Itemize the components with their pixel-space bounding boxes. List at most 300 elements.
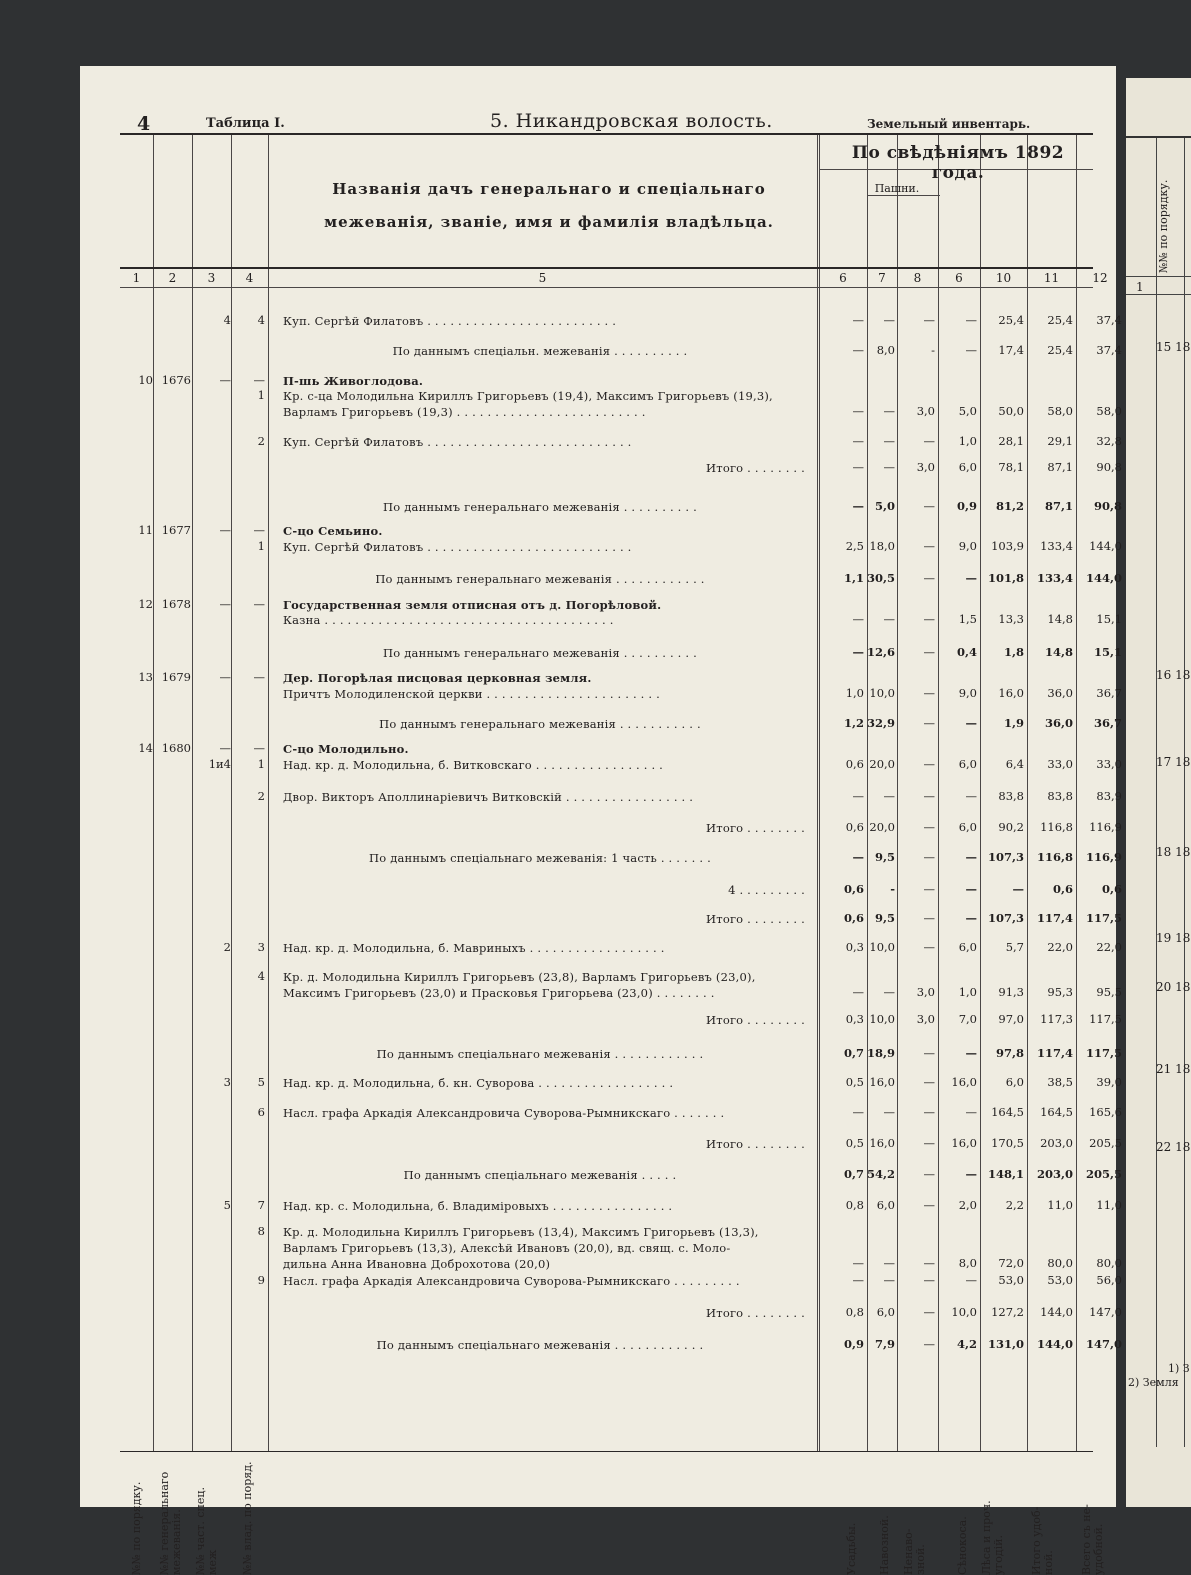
value-cell: — — [923, 1046, 935, 1060]
value-cell: 33,0 — [1096, 757, 1122, 771]
value-cell: — — [923, 612, 935, 626]
value-cell: 116,9 — [1085, 850, 1122, 864]
land-inventory-table — [120, 133, 1122, 1575]
cell-c2: 1680 — [161, 741, 191, 755]
value-cell: — — [1012, 882, 1024, 896]
value-cell: 9,0 — [958, 539, 977, 553]
value-cell: 90,8 — [1093, 499, 1122, 513]
value-cell: 164,5 — [1040, 1105, 1073, 1119]
names-column-title: Названія дачъ генеральнаго и спеціальнаго межеванія, званіе, имя и фамилія владѣльца. — [324, 180, 774, 231]
value-cell: — — [965, 1046, 977, 1060]
value-cell: 6,0 — [876, 1198, 895, 1212]
value-cell: 107,3 — [987, 911, 1024, 925]
value-cell: 39,0 — [1096, 1075, 1122, 1089]
value-cell: 0,6 — [845, 820, 864, 834]
owner-name: Итого . . . . . . . . — [706, 1306, 805, 1320]
value-cell: 116,8 — [1036, 850, 1073, 864]
value-cell: 4,2 — [956, 1337, 977, 1351]
col-header-special-survey: №№ част. спец. меж — [194, 1487, 219, 1575]
cell-c4: 1 — [257, 757, 265, 771]
value-cell: 117,5 — [1085, 911, 1122, 925]
adjacent-row-number: 21 18 — [1156, 1062, 1191, 1076]
col-header-navoznoi: Навозной. — [878, 1515, 891, 1575]
value-cell: 144,0 — [1089, 539, 1122, 553]
cell-c4: 2 — [257, 434, 265, 448]
value-cell: — — [923, 850, 935, 864]
value-cell: 0,6 — [845, 757, 864, 771]
value-cell: — — [965, 789, 977, 803]
value-cell: 91,3 — [998, 985, 1024, 999]
value-cell: 9,5 — [874, 850, 895, 864]
value-cell: 20,0 — [869, 820, 895, 834]
adjacent-col-header: №№ по порядку. — [1157, 179, 1170, 273]
value-cell: 37,4 — [1096, 313, 1122, 327]
value-cell: — — [965, 850, 977, 864]
col-header-nenavoznoi: Ненаво-зной. — [902, 1528, 927, 1575]
cell-c4: — — [253, 597, 265, 611]
arable-group-label: Пашни. — [874, 182, 920, 195]
value-cell: 131,0 — [987, 1337, 1024, 1351]
value-cell: 6,0 — [876, 1305, 895, 1319]
value-cell: — — [883, 313, 895, 327]
value-cell: 36,0 — [1044, 716, 1073, 730]
adjacent-row-number: 17 18 — [1156, 755, 1191, 769]
owner-name: Причтъ Молодиленской церкви . . . . . . . . . . . . . . . . . . . . . . . — [283, 687, 660, 701]
cell-c1: 13 — [138, 670, 153, 684]
value-cell: 22,0 — [1047, 940, 1073, 954]
cell-c2: 1678 — [161, 597, 191, 611]
owner-name: Кр. с-ца Молодильна Кириллъ Григорьевъ (19,4), Максимъ Григорьевъ (19,3), Варламъ Григорьевъ (19,3) . . . . . . . . . . . . . . . . . . . . . . . . . — [283, 389, 773, 419]
value-cell: 8,0 — [958, 1256, 977, 1270]
value-cell: — — [923, 757, 935, 771]
value-cell: 6,4 — [1005, 757, 1024, 771]
value-cell: 2,5 — [845, 539, 864, 553]
value-cell: 133,4 — [1040, 539, 1073, 553]
period-title: По свѣдѣніямъ 1892 года. — [851, 143, 1065, 183]
value-cell: 90,8 — [1096, 460, 1122, 474]
value-cell: — — [852, 1105, 864, 1119]
value-cell: 0,9 — [843, 1337, 864, 1351]
value-cell: 116,8 — [1040, 820, 1073, 834]
owner-name: Кр. д. Молодильна Кириллъ Григорьевъ (13,4), Максимъ Григорьевъ (13,3), Варламъ Григорьевъ (13,3), Алексѣй Ивановъ (20,0), вд. свящ. с. Моло- дильна Анна Ивановна Доброхотова (20,0) — [283, 1225, 759, 1271]
value-cell: — — [923, 1167, 935, 1181]
value-cell: 1,0 — [958, 985, 977, 999]
value-cell: 0,6 — [843, 882, 864, 896]
cell-c2: 1676 — [161, 373, 191, 387]
cell-c1: 12 — [138, 597, 153, 611]
col-header-itogo-udob: Итого удоб-ной. — [1030, 1506, 1055, 1575]
value-cell: — — [965, 911, 977, 925]
cell-c4: 4 — [257, 313, 265, 327]
adjacent-footnote-2: 2) Земля — [1128, 1376, 1179, 1389]
value-cell: 5,0 — [874, 499, 895, 513]
owner-name: По даннымъ спеціальнаго межеванія . . . . . — [403, 1168, 677, 1182]
value-cell: 147,0 — [1089, 1305, 1122, 1319]
owner-name: По даннымъ генеральнаго межеванія . . . . . . . . . . . . — [375, 572, 705, 586]
value-cell: 5,0 — [958, 404, 977, 418]
value-cell: — — [923, 686, 935, 700]
value-cell: 117,4 — [1036, 1046, 1073, 1060]
value-cell: 83,8 — [1047, 789, 1073, 803]
value-cell: 22,0 — [1096, 940, 1122, 954]
value-cell: — — [965, 571, 977, 585]
cell-c4: — — [253, 741, 265, 755]
value-cell: — — [883, 789, 895, 803]
value-cell: — — [965, 1105, 977, 1119]
value-cell: — — [923, 1337, 935, 1351]
col-header-vsego: Всего съ не-удобной. — [1080, 1504, 1105, 1575]
col-header-senokosa: Сѣнокоса. — [956, 1516, 969, 1575]
value-cell: 11,0 — [1047, 1198, 1073, 1212]
value-cell: 164,5 — [991, 1105, 1024, 1119]
adjacent-row-number: 18 18 — [1156, 845, 1191, 859]
owner-name: Двор. Викторъ Аполлинаріевичъ Витковскій . . . . . . . . . . . . . . . . . — [283, 790, 694, 804]
table-label: Таблица I. — [206, 116, 285, 131]
value-cell: 0,7 — [843, 1167, 864, 1181]
value-cell: - — [931, 343, 935, 357]
value-cell: 14,8 — [1047, 612, 1073, 626]
value-cell: — — [923, 1075, 935, 1089]
value-cell: 1,8 — [1003, 645, 1024, 659]
value-cell: 101,8 — [987, 571, 1024, 585]
value-cell: 25,4 — [998, 313, 1024, 327]
value-cell: 11,0 — [1096, 1198, 1122, 1212]
value-cell: 1,1 — [843, 571, 864, 585]
value-cell: 83,8 — [998, 789, 1024, 803]
column-number: 1 — [132, 271, 141, 285]
value-cell: 53,0 — [1047, 1273, 1073, 1287]
value-cell: 203,0 — [1040, 1136, 1073, 1150]
value-cell: 0,8 — [845, 1305, 864, 1319]
value-cell: — — [965, 716, 977, 730]
value-cell: 81,2 — [995, 499, 1024, 513]
value-cell: 6,0 — [958, 460, 977, 474]
value-cell: 6,0 — [958, 940, 977, 954]
owner-name: По даннымъ спеціальнаго межеванія . . . . . . . . . . . . — [376, 1047, 704, 1061]
value-cell: 6,0 — [958, 757, 977, 771]
value-cell: — — [852, 434, 864, 448]
cell-c3: — — [219, 373, 231, 387]
value-cell: — — [923, 716, 935, 730]
value-cell: — — [883, 1105, 895, 1119]
value-cell: 0,7 — [843, 1046, 864, 1060]
adjacent-row-number: 15 18 — [1156, 340, 1191, 354]
value-cell: 144,0 — [1085, 571, 1122, 585]
cell-c2: 1679 — [161, 670, 191, 684]
owner-name: Над. кр. с. Молодильна, б. Владиміровыхъ . . . . . . . . . . . . . . . . — [283, 1199, 673, 1213]
value-cell: 117,5 — [1089, 1012, 1122, 1026]
adjacent-row-number: 22 18 — [1156, 1140, 1191, 1154]
value-cell: 0,9 — [956, 499, 977, 513]
owner-name: По даннымъ спеціальнаго межеванія . . . . . . . . . . . . — [376, 1338, 704, 1352]
cell-c4: 8 — [257, 1224, 265, 1238]
owner-name: Итого . . . . . . . . — [706, 912, 805, 926]
value-cell: 8,0 — [876, 343, 895, 357]
owner-name: Итого . . . . . . . . — [706, 821, 805, 835]
value-cell: — — [965, 1167, 977, 1181]
column-number: 5 — [538, 271, 547, 285]
value-cell: — — [883, 460, 895, 474]
value-cell: — — [923, 882, 935, 896]
value-cell: 116,9 — [1089, 820, 1122, 834]
column-number: 11 — [1043, 271, 1060, 285]
value-cell: 3,0 — [916, 985, 935, 999]
value-cell: 6,0 — [958, 820, 977, 834]
column-number: 2 — [168, 271, 177, 285]
value-cell: — — [965, 1273, 977, 1287]
value-cell: 1,0 — [958, 434, 977, 448]
value-cell: 36,0 — [1047, 686, 1073, 700]
column-number: 6 — [955, 271, 963, 285]
value-cell: 205,5 — [1085, 1167, 1122, 1181]
value-cell: — — [923, 1256, 935, 1270]
owner-name: С-цо Семьино. — [283, 524, 383, 538]
value-cell: 6,0 — [1005, 1075, 1024, 1089]
value-cell: — — [852, 1256, 864, 1270]
value-cell: — — [923, 539, 935, 553]
value-cell: 133,4 — [1036, 571, 1073, 585]
value-cell: 0,3 — [845, 1012, 864, 1026]
value-cell: 58,0 — [1047, 404, 1073, 418]
value-cell: 28,1 — [998, 434, 1024, 448]
value-cell: 0,4 — [956, 645, 977, 659]
owner-name: Насл. графа Аркадія Александровича Суворова-Рымникскаго . . . . . . . . . — [283, 1274, 740, 1288]
owner-name: Казна . . . . . . . . . . . . . . . . . . . . . . . . . . . . . . . . . . . . . . — [283, 613, 614, 627]
value-cell: 32,8 — [1096, 434, 1122, 448]
owner-name: По даннымъ генеральнаго межеванія . . . . . . . . . . . — [379, 717, 701, 731]
value-cell: 15,1 — [1093, 645, 1122, 659]
value-cell: 33,0 — [1047, 757, 1073, 771]
owner-name: Государственная земля отписная отъ д. Погорѣловой. — [283, 598, 662, 612]
cell-c1: 14 — [138, 741, 153, 755]
value-cell: — — [883, 434, 895, 448]
value-cell: — — [923, 820, 935, 834]
owner-name: Насл. графа Аркадія Александровича Суворова-Рымникскаго . . . . . . . — [283, 1106, 725, 1120]
owner-name: С-цо Молодильно. — [283, 742, 409, 756]
value-cell: 37,4 — [1096, 343, 1122, 357]
owner-name: По даннымъ генеральнаго межеванія . . . . . . . . . . — [383, 500, 697, 514]
value-cell: 87,1 — [1044, 499, 1073, 513]
col-header-lesa: Лѣса и проч. угодій. — [980, 1500, 1005, 1575]
value-cell: 0,3 — [845, 940, 864, 954]
value-cell: 25,4 — [1047, 343, 1073, 357]
value-cell: 83,9 — [1096, 789, 1122, 803]
adjacent-page-edge — [1126, 78, 1191, 1507]
cell-c4: 5 — [257, 1075, 265, 1089]
value-cell: — — [883, 985, 895, 999]
value-cell: 0,5 — [845, 1075, 864, 1089]
cell-c3: 2 — [223, 940, 231, 954]
value-cell: 2,2 — [1005, 1198, 1024, 1212]
owner-name: Кр. д. Молодильна Кириллъ Григорьевъ (23,8), Варламъ Григорьевъ (23,0), Максимъ Григорьевъ (23,0) и Прасковья Григорьева (23,0) . . . . . . . . — [283, 970, 756, 1000]
value-cell: 1,9 — [1003, 716, 1024, 730]
value-cell: 117,5 — [1085, 1046, 1122, 1060]
volost-title: 5. Никандровская волость. — [490, 110, 773, 132]
owner-name: По даннымъ спеціальн. межеванія . . . . . . . . . . — [392, 344, 688, 358]
value-cell: 90,2 — [998, 820, 1024, 834]
ledger-page — [80, 66, 1122, 1575]
value-cell: 205,5 — [1089, 1136, 1122, 1150]
cell-c3: — — [219, 597, 231, 611]
value-cell: 95,3 — [1047, 985, 1073, 999]
value-cell: — — [923, 940, 935, 954]
cell-c4: — — [253, 523, 265, 537]
value-cell: — — [883, 612, 895, 626]
value-cell: 97,8 — [995, 1046, 1024, 1060]
value-cell: 3,0 — [916, 460, 935, 474]
value-cell: — — [852, 645, 864, 659]
cell-c4: 3 — [257, 940, 265, 954]
value-cell: 18,0 — [869, 539, 895, 553]
value-cell: — — [883, 1256, 895, 1270]
col-header-owner-order: №№ влад. по поряд. — [241, 1461, 254, 1575]
value-cell: 80,0 — [1096, 1256, 1122, 1270]
value-cell: — — [965, 343, 977, 357]
owner-name: Над. кр. д. Молодильна, б. кн. Суворова . . . . . . . . . . . . . . . . . . — [283, 1076, 674, 1090]
value-cell: — — [852, 343, 864, 357]
value-cell: — — [923, 571, 935, 585]
value-cell: 2,0 — [958, 1198, 977, 1212]
cell-c3: 3 — [223, 1075, 231, 1089]
value-cell: 144,0 — [1040, 1305, 1073, 1319]
cell-c4: 2 — [257, 789, 265, 803]
cell-c1: 10 — [138, 373, 153, 387]
owner-name: Итого . . . . . . . . — [706, 461, 805, 475]
value-cell: 78,1 — [998, 460, 1024, 474]
cell-c3: — — [219, 670, 231, 684]
value-cell: 29,1 — [1047, 434, 1073, 448]
value-cell: 16,0 — [869, 1136, 895, 1150]
value-cell: 15,1 — [1096, 612, 1122, 626]
value-cell: 16,0 — [998, 686, 1024, 700]
value-cell: 9,5 — [874, 911, 895, 925]
value-cell: 0,5 — [845, 1136, 864, 1150]
value-cell: — — [852, 404, 864, 418]
cell-c3: 1и4 — [208, 757, 231, 771]
column-number: 3 — [207, 271, 216, 285]
cell-c4: — — [253, 670, 265, 684]
col-header-usadby: Усадьбы. — [845, 1522, 858, 1575]
value-cell: — — [852, 850, 864, 864]
col-header-general-survey: №№ генеральнаго межеванія. — [158, 1471, 183, 1575]
cell-c4: 4 — [257, 969, 265, 983]
cell-c3: 5 — [223, 1198, 231, 1212]
value-cell: 13,3 — [998, 612, 1024, 626]
owner-name: Куп. Сергѣй Филатовъ . . . . . . . . . . . . . . . . . . . . . . . . . — [283, 314, 617, 328]
value-cell: 203,0 — [1036, 1167, 1073, 1181]
value-cell: 1,2 — [843, 716, 864, 730]
value-cell: 165,6 — [1089, 1105, 1122, 1119]
value-cell: 9,0 — [958, 686, 977, 700]
value-cell: — — [852, 789, 864, 803]
value-cell: 127,2 — [991, 1305, 1024, 1319]
owner-name: Куп. Сергѣй Филатовъ . . . . . . . . . . . . . . . . . . . . . . . . . . . — [283, 435, 632, 449]
value-cell: 170,5 — [991, 1136, 1024, 1150]
owner-name: По даннымъ спеціальнаго межеванія: 1 часть . . . . . . . — [369, 851, 711, 865]
value-cell: — — [923, 1136, 935, 1150]
column-number: 8 — [913, 271, 922, 285]
value-cell: 50,0 — [998, 404, 1024, 418]
cell-c3: — — [219, 741, 231, 755]
value-cell: 20,0 — [869, 757, 895, 771]
value-cell: 5,7 — [1005, 940, 1024, 954]
value-cell: 72,0 — [998, 1256, 1024, 1270]
value-cell: 10,0 — [869, 1012, 895, 1026]
value-cell: 16,0 — [951, 1136, 977, 1150]
adjacent-row-number: 20 18 — [1156, 980, 1191, 994]
cell-c4: 7 — [257, 1198, 265, 1212]
value-cell: 10,0 — [869, 940, 895, 954]
value-cell: 17,4 — [998, 343, 1024, 357]
value-cell: 36,7 — [1093, 716, 1122, 730]
cell-c2: 1677 — [161, 523, 191, 537]
value-cell: 56,0 — [1096, 1273, 1122, 1287]
value-cell: 95,5 — [1096, 985, 1122, 999]
adjacent-row-number: 19 18 — [1156, 931, 1191, 945]
cell-c4: 9 — [257, 1273, 265, 1287]
owner-name: П-шь Живоглодова. — [283, 374, 424, 388]
cell-c4: 1 — [257, 539, 265, 553]
cell-c4: 6 — [257, 1105, 265, 1119]
value-cell: 12,6 — [867, 645, 896, 659]
value-cell: — — [852, 612, 864, 626]
value-cell: 0,6 — [843, 911, 864, 925]
owner-name: Куп. Сергѣй Филатовъ . . . . . . . . . . . . . . . . . . . . . . . . . . . — [283, 540, 632, 554]
value-cell: — — [923, 313, 935, 327]
value-cell: 0,6 — [1101, 882, 1122, 896]
owner-name: Над. кр. д. Молодильна, б. Витковскаго . . . . . . . . . . . . . . . . . — [283, 758, 664, 772]
value-cell: 148,1 — [987, 1167, 1024, 1181]
value-cell: — — [923, 434, 935, 448]
adjacent-row-number: 16 18 — [1156, 668, 1191, 682]
value-cell: — — [852, 460, 864, 474]
section-label: Земельный инвентарь. — [867, 117, 1031, 131]
owner-name: По даннымъ генеральнаго межеванія . . . . . . . . . . — [383, 646, 697, 660]
value-cell: — — [923, 1273, 935, 1287]
value-cell: 1,5 — [958, 612, 977, 626]
value-cell: 3,0 — [916, 404, 935, 418]
cell-c4: — — [253, 373, 265, 387]
value-cell: 32,9 — [867, 716, 896, 730]
value-cell: 30,5 — [867, 571, 896, 585]
value-cell: 103,9 — [991, 539, 1024, 553]
value-cell: — — [852, 1273, 864, 1287]
value-cell: — — [923, 1305, 935, 1319]
value-cell: 144,0 — [1036, 1337, 1073, 1351]
value-cell: — — [923, 499, 935, 513]
value-cell: 14,8 — [1044, 645, 1073, 659]
value-cell: — — [883, 404, 895, 418]
value-cell: 10,0 — [951, 1305, 977, 1319]
adjacent-col-number: 1 — [1136, 280, 1144, 294]
value-cell: — — [923, 1198, 935, 1212]
owner-name: Над. кр. д. Молодильна, б. Мавриныхъ . . . . . . . . . . . . . . . . . . — [283, 941, 665, 955]
owner-name: Итого . . . . . . . . — [706, 1013, 805, 1027]
value-cell: 7,0 — [958, 1012, 977, 1026]
value-cell: 18,9 — [867, 1046, 896, 1060]
col-header-order: №№ по порядку. — [130, 1481, 143, 1575]
value-cell: — — [923, 645, 935, 659]
value-cell: 38,5 — [1047, 1075, 1073, 1089]
cell-c4: 1 — [257, 388, 265, 402]
value-cell: — — [923, 789, 935, 803]
value-cell: 1,0 — [845, 686, 864, 700]
value-cell: 147,0 — [1085, 1337, 1122, 1351]
value-cell: 3,0 — [916, 1012, 935, 1026]
owner-name: Дер. Погорѣлая писцовая церковная земля. — [283, 671, 592, 685]
value-cell: 7,9 — [874, 1337, 895, 1351]
adjacent-footnote-1: 1) З — [1168, 1362, 1190, 1375]
